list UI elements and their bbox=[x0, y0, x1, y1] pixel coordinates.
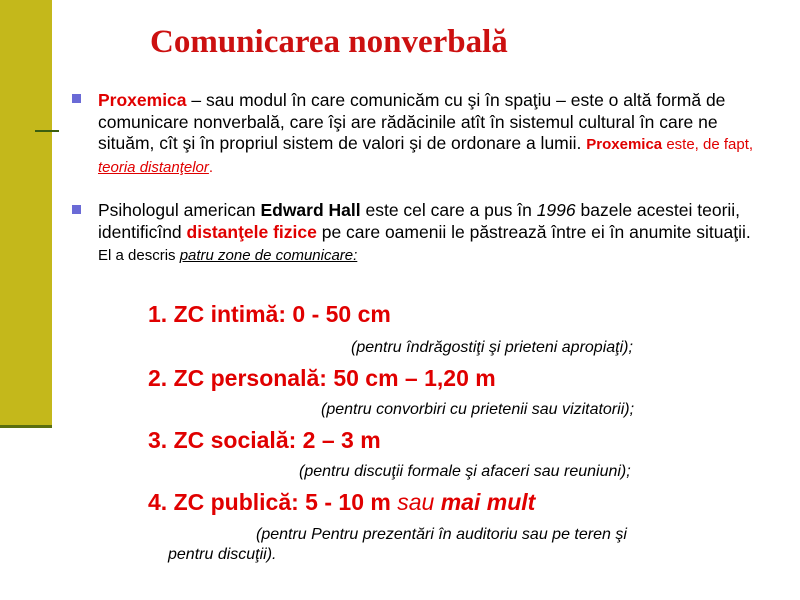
slide-title: Comunicarea nonverbală bbox=[150, 24, 508, 60]
term-proxemica: Proxemica bbox=[98, 90, 187, 110]
sidebar-divider bbox=[0, 425, 52, 428]
zone-intimate-note: (pentru îndrăgostiţi şi prieteni apropiaţi); bbox=[351, 339, 633, 356]
name-edward-hall: Edward Hall bbox=[260, 200, 361, 220]
zone-intimate: 1. ZC intimă: 0 - 50 cm bbox=[148, 301, 391, 327]
year: 1996 bbox=[536, 200, 576, 220]
physical-distances: distanţele fizice bbox=[186, 221, 317, 242]
sidebar-decoration bbox=[0, 0, 52, 425]
accent-line bbox=[35, 130, 59, 132]
theory-link: teoria distanţelor bbox=[98, 158, 209, 176]
zones-phrase: patru zone de comunicare: bbox=[179, 247, 358, 264]
paragraph-hall: Psihologul american Edward Hall este cel care a pus în 1996 bazele acestei teorii, identificînd distanţele fizice pe care oamenii le păstrează între ei în anumite situaţii. El a descris patru zone de comunicare: bbox=[98, 200, 751, 264]
proxemica-text: – sau modul în care comunicăm cu şi în spaţiu – este o altă formă de comunicare nonverbală, care îşi are rădăcinile atît în sistemul cultural în care ne situăm, cît şi în propriul sistem de valori şi de ordonare a lumii. bbox=[98, 90, 726, 153]
proxemica-text-2: este, de fapt, bbox=[662, 136, 754, 153]
zone-social-note: (pentru discuţii formale şi afaceri sau reuniuni); bbox=[299, 463, 631, 480]
paragraph-proxemica: Proxemica – sau modul în care comunicăm cu şi în spaţiu – este o altă formă de comunicare nonverbală, care îşi are rădăcinile atît în sistemul cultural în care ne situăm, cît şi în propriul sistem de valori şi de ordonare a lumii. Proxemica este, de fapt, teoria distanţelor. bbox=[98, 90, 754, 176]
bullet-square-icon bbox=[72, 94, 81, 103]
term-proxemica-2: Proxemica bbox=[586, 136, 663, 153]
zone-public: 4. ZC publică: 5 - 10 m sau mai mult bbox=[148, 489, 536, 515]
zone-social: 3. ZC socială: 2 – 3 m bbox=[148, 427, 381, 453]
zone-personal: 2. ZC personală: 50 cm – 1,20 m bbox=[148, 365, 496, 391]
zone-public-note-2: pentru discuţii). bbox=[168, 546, 277, 563]
bullet-square-icon bbox=[72, 205, 81, 214]
zone-public-note: (pentru Pentru prezentări în auditoriu sau pe teren şi bbox=[256, 526, 627, 543]
zone-personal-note: (pentru convorbiri cu prietenii sau vizitatorii); bbox=[321, 401, 635, 418]
